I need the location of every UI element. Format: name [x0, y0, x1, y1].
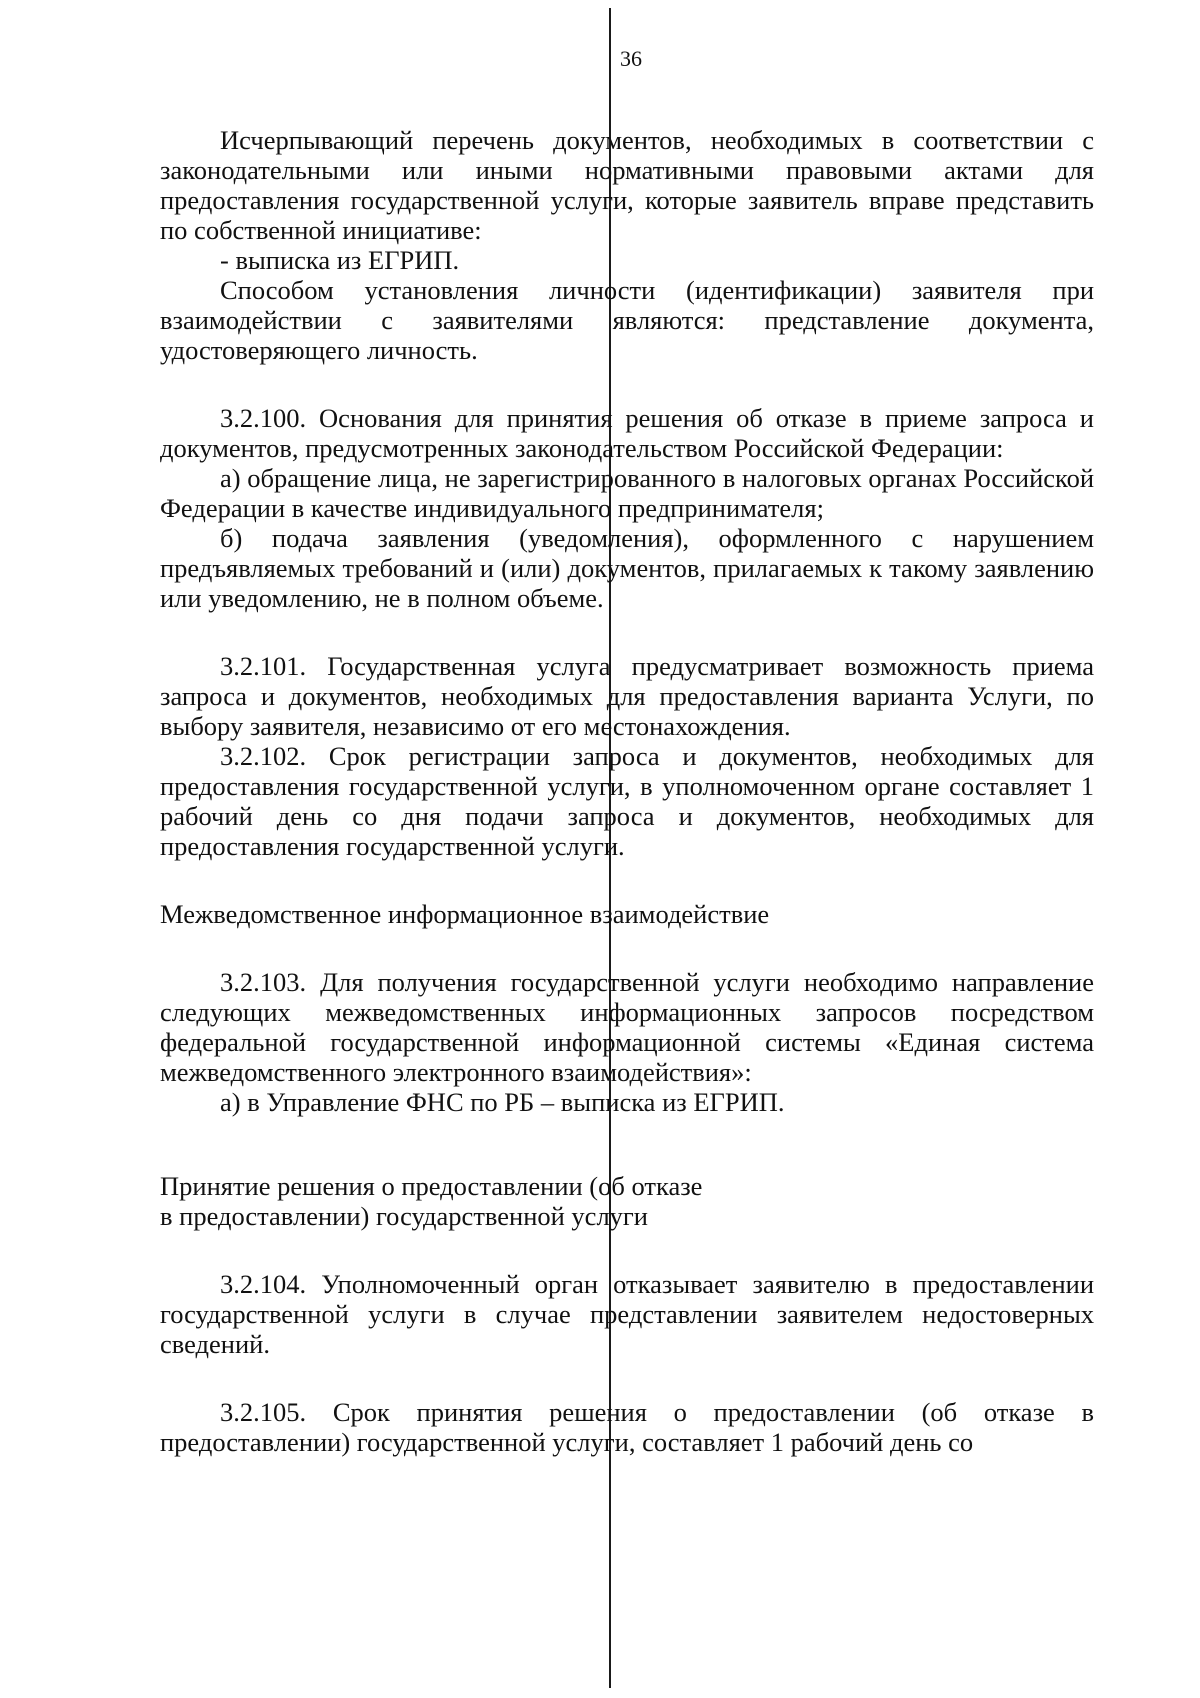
paragraph-3-2-102: 3.2.102. Срок регистрации запроса и документов, необходимых для предоставления государственной услуги, в уполномоченном органе составляет 1 рабочий день со дня подачи запроса и документов, необходимых для предоставления государственной услуги.: [160, 741, 1094, 861]
paragraph-3-2-100-b: б) подача заявления (уведомления), оформленного с нарушением предъявляемых требований и (или) документов, прилагаемых к такому заявлению или уведомлению, не в полном объеме.: [160, 523, 1094, 613]
section-heading-decision-line1: Принятие решения о предоставлении (об отказе: [160, 1171, 703, 1201]
document-body: [160, 125, 1094, 1457]
paragraph-3-2-100-a: а) обращение лица, не зарегистрированного в налоговых органах Российской Федерации в качестве индивидуального предпринимателя;: [160, 463, 1094, 523]
paragraph-3-2-101: 3.2.101. Государственная услуга предусматривает возможность приема запроса и документов, необходимых для предоставления варианта Услуги, по выбору заявителя, независимо от его местонахождения.: [160, 651, 1094, 741]
section-heading-decision-line2: в предоставлении) государственной услуги: [160, 1201, 648, 1231]
paragraph-3-2-100: 3.2.100. Основания для принятия решения об отказе в приеме запроса и документов, предусмотренных законодательством Российской Федерации:: [160, 403, 1094, 463]
paragraph-documents-list: Исчерпывающий перечень документов, необходимых в соответствии с законодательными или иными нормативными правовыми актами для предоставления государственной услуги, которые заявитель вправе представить по собственной инициативе:: [160, 125, 1094, 245]
section-heading-interagency: Межведомственное информационное взаимодействие: [160, 899, 770, 929]
paragraph-3-2-104: 3.2.104. Уполномоченный орган отказывает заявителю в предоставлении государственной услуги в случае представлении заявителем недостоверных сведений.: [160, 1269, 1094, 1359]
paragraph-identification: Способом установления личности (идентификации) заявителя при взаимодействии с заявителями являются: представление документа, удостоверяющего личность.: [160, 275, 1094, 365]
paragraph-egrip-extract: - выписка из ЕГРИП.: [220, 245, 460, 275]
paragraph-3-2-105: 3.2.105. Срок принятия решения о предоставлении (об отказе в предоставлении) государственной услуги, составляет 1 рабочий день со: [160, 1397, 1094, 1457]
paragraph-3-2-103: 3.2.103. Для получения государственной услуги необходимо направление следующих межведомственных информационных запросов посредством федеральной государственной информационной системы «Единая система межведомственного электронного взаимодействия»:: [160, 967, 1094, 1087]
page-number: 36: [620, 46, 642, 71]
paragraph-3-2-103-a: а) в Управление ФНС по РБ – выписка из ЕГРИП.: [220, 1087, 785, 1117]
